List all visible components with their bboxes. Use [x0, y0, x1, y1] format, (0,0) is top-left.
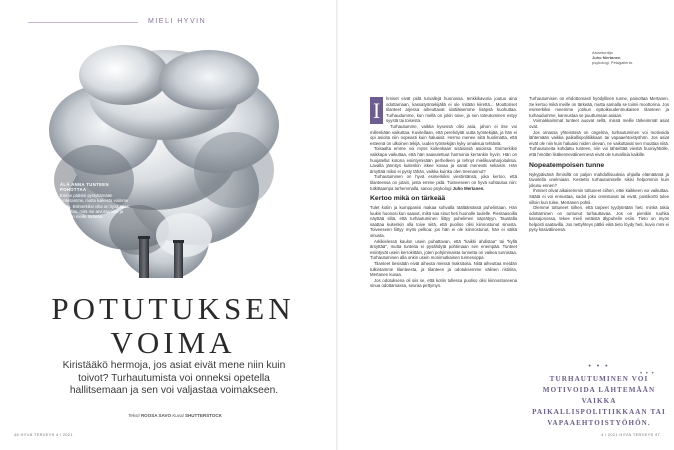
body-paragraph: Voimakkaimmat tunteet auovat sellä, missä meille tärkeimmät asiat ovat. [529, 118, 669, 129]
article-lede: Kiristääkö hermoja, jos asiat eivät mene niin kuin toivot? Turhautumista voi onneksi opetella hallitsemaan ja sen voi valjastaa voimakseen. [62, 360, 286, 397]
body-paragraph: Ihmiset olivat aikaisemmin tottuneet siihen, ettei kaikkeen voi vaikuttaa. Säätä ei voi ennustaa, sadot joko onnistuivat tai eivät, postikortti tulee silloin kun tulee, Mertanen pohtii. [529, 188, 669, 205]
dropcap: I [370, 97, 383, 124]
folio-right: 4 / 2021 HYVÄ TERVEYS 47 [601, 432, 660, 437]
body-paragraph: Turhautumme, vaikka kysessä olisi asia, jahon ei itse voi millenkään vaikuttaa. Kuvitellaan, että perehdytät uutta työntekijää, ja hän ei opi asioita niin nopeasti kuin haluaisit. Hermo menee siitä huolimatta, että esteenä on ulkoinen tekijä, uuden työntekijän kyky omaksua tehtäviä. [370, 123, 517, 146]
body-text: Turhautuminen on hyvä esimerkiksi viestintänsä, joka kertoo, että tilanteessa on jotain, josta emme pidä. Tunteeseen on hyvä suhtautua niin: tutkittaampa turhemmalla, sanoo psykologi [370, 174, 517, 191]
folio-left: 46 HYVÄ TERVEYS 4 / 2021 [14, 432, 73, 437]
body-paragraph: Tulet kotiin ja kumppanisi makaa sohvalla rääläämässä puhelintaan. Hän luukin huonosi kun saavut, mikä saa sinut heti huonolle tuulelle. Pientaasoilla näyttää siltä, että turhautuminen liittyy puhelimen näprätyyn. Taustalla saattaa kuitenkin olla toive siitä, että puoliso olisi kiinnostunut sinusta. Toiveeseen liittyy myös pelkoa: jos hän ei ole kiinnostunut, hän ei välitä sinusta. [370, 205, 517, 239]
body-paragraph: Arkikielessä kaulon usein puhattavan, että "kaikki ahdistaa" tai "kyllä ärsyttää", mutta tunteita ei pysähdytä pohtimaan sen enempää. Tunteet esiintyvät usein kerrokittäin, joten pohjimmaista tunnetta on vaikea tunnistaa. Turhautuminen alla onkin usein monimutkainen tunnesoppa. [370, 238, 517, 261]
section-rule [28, 22, 138, 23]
body-paragraph: Turhautumisen on ehdottomasti hyödyllinen tunne, painottaa Mertanen. Se kertoo mikä meille on tärkeää, mutta samalla se toimii moottorina. Jos esimerkiksi meemme jonkun epäoikeudenmukaisen tilanteen ja turhaudumme, kannustaa se puuttumaan asiaan. [529, 96, 669, 118]
smoke-cloud-illustration [34, 40, 292, 278]
photo-caption [60, 182, 130, 220]
portrait-caption-name: Juho Mertanen [592, 55, 621, 60]
chimney-right [174, 240, 183, 278]
headline-line-1: POTUTUKSEN [51, 291, 295, 326]
credit-text-author: ROOSA SAVO [140, 413, 171, 418]
section-label: MIELI HYVIN [148, 18, 207, 25]
body-paragraph: Tilanteet tiesisään eivät aiheuta meissä maksitoita. Niitä aiheuttaa meidän tulkintamme tilanteesta, ja tilanteen ja odotuksemme välinen ristiriita, Mertanen kuvaa. [370, 261, 517, 278]
body-column-1 [370, 96, 517, 289]
article-credits [60, 413, 290, 418]
photo-caption-body: Emme pääsisi pystyttämään tunteitamme, mutta kaikesta voimme oppia. Esimerkiksi viha on hyvä opas: se kertoo, mitä me arvostamme ja mikä on meille tärkeää. [60, 192, 130, 220]
headline-line-2: VOIMA [110, 325, 236, 360]
article-headline [28, 292, 318, 360]
continuation-mark: • • • [640, 371, 655, 377]
chimney-left [139, 236, 149, 278]
body-paragraph: Jos omassa yhteisössä on ongelma, turhautuminen voi motivoida lähtemään vaikka paikallispolitiikkaan tai vapaaehtoistyöhön. Jos asiat eivät ole niin kuin haluaisi niiden olevan, ne vaikuttavat sen muuttaa niitä. Turhautuneita kohdattu tunteen, niin voi lähteittää viestiä huoniyhtiölle, että hmölän lisäkennevälinennesä eivät ole turvallisia kaikille. [529, 129, 669, 157]
subheading-1: Kertoo mikä on tärkeää [370, 195, 446, 203]
photo-caption-head: ÄLÄ ANNA TUNTEEN POHOTTAA [60, 182, 109, 193]
pull-quote-dots: • • • [588, 363, 610, 370]
portrait-caption-title: psykologi, Pelagalleria. [592, 60, 633, 65]
body-column-2 [529, 96, 669, 233]
portrait-caption [592, 50, 640, 65]
body-paragraph: Nykypäivänä ihmisillä on paljon mahdollisuuksia ohjailla elämäänsä ja tavoitella unelmiaan. Kestetto turhautumiselle sikisi helpommin kuin jokusu ennen? [529, 171, 669, 188]
expert-name: Juho Mertanen. [452, 185, 485, 191]
pull-quote-text: TURHAUTUMINEN VOI MOTIVOIDA LÄHTEMÄÄN VAIKKA PAIKALLISPOLITIIKKAAN TAI VAPAAEHTOISTYÖHÖN. [532, 375, 666, 427]
body-paragraph [370, 174, 517, 191]
page-gutter [336, 0, 338, 450]
subheading-2: Nopeatempoisen tunne [529, 161, 605, 169]
credit-photo-source: SHUTTERSTOCK [185, 413, 222, 418]
body-paragraph [370, 96, 517, 124]
credit-photo-label: Kuvat [172, 413, 184, 418]
body-text: hmiset eivät pidä turvallejä huonossa. Ienkkikavoria joutuu aina odottamaan, kassatyöntekijällä ei ole mitään kiirettä... Moottoriset tilanteet arjessa aiheuttavat sisäläisemme lisäpsä kuohuttaa. Turhaudumme, kun mellä on jokin toive, ja sen toteutuminen estyy syystä tai toisesta. [386, 96, 517, 124]
portrait-caption-role: Asiantuntija [592, 50, 613, 55]
smokestack-photo [34, 40, 292, 278]
credit-text-label: Teksti [128, 413, 140, 418]
body-paragraph: Toisaalta emme voi myös kuitenkaan sisäisissä asioissa. Esimerkiksi vaikkapa vaikuttaa, että hän saavutettuut harmonia kerrankin hyvin. Hän on huojatellut kotona esiintymisään perhelleen ja tehnyt mielikuvaharjoituksia. Lavalla jännitys kuitenkin iskee kovaa ja sanat menevät sekaisin. Hän ärsyttää miksi ei pysty tähän, vaikka kuinka olen treenannut? [370, 146, 517, 174]
body-paragraph: Olemme tottuneet siihen, että tarpeet tyydytetään heti, minkä takia odottaminen on tuntunut turhauttavaa. Jos on pienikin ruuhka kassajonossa, tekee mieli vetäistä älypuhelin esiin. Tieto on myös helposti saatavilla. Jos nettyhteys pätkii eikä tieto löydy heti, kuvio mmi ei pysy käsivälinensä. [529, 205, 669, 233]
body-paragraph: Jos odotuksena oli siis se, että kotiin tullessa puoliso olisi kiinnostuneena sinua odottamassa, seuraa pettymys. [370, 277, 517, 289]
